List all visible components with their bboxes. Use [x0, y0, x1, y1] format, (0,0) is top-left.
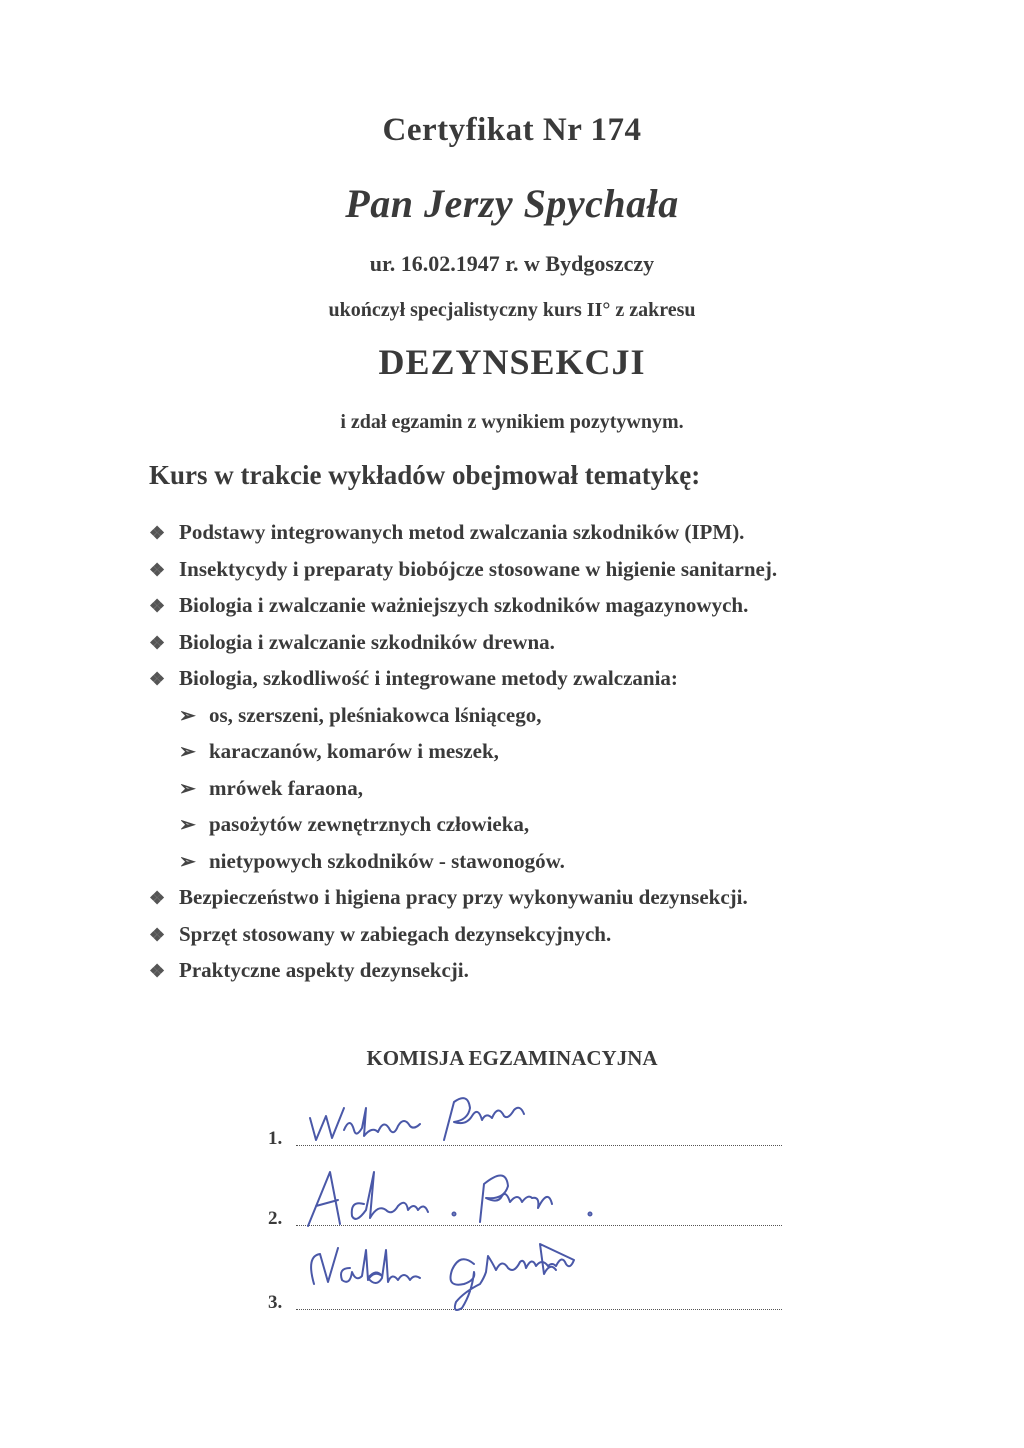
- handwritten-signature: [304, 1164, 664, 1230]
- subtopic-item: ➢ nietypowych szkodników - stawonogów.: [149, 847, 929, 884]
- signature-row: [268, 1090, 788, 1150]
- diamond-bullet-icon: ❖: [149, 669, 166, 689]
- topic-item: ❖ Bezpieczeństwo i higiena pracy przy wykonywaniu dezynsekcji.: [149, 883, 929, 920]
- committee-heading: KOMISJA EGZAMINACYJNA: [366, 1046, 658, 1070]
- subtopic-item: ➢ pasożytów zewnętrznych człowieka,: [149, 810, 929, 847]
- signature-row: [268, 1254, 788, 1314]
- signature-number: 1.: [268, 1128, 283, 1149]
- arrow-bullet-icon: ➢: [179, 777, 196, 800]
- birth-info: ur. 16.02.1947 r. w Bydgoszczy: [369, 251, 655, 276]
- diamond-bullet-icon: ❖: [149, 523, 166, 543]
- completion-statement: ukończył specjalistyczny kurs II° z zakresu: [328, 299, 696, 321]
- diamond-bullet-icon: ❖: [149, 559, 166, 580]
- topic-item: ❖ Biologia i zwalczanie szkodników drewna.: [149, 628, 929, 665]
- arrow-bullet-icon: ➢: [179, 741, 196, 763]
- diamond-bullet-icon: ❖: [149, 961, 166, 981]
- course-subject: DEZYNSEKCJI: [378, 342, 646, 382]
- subtopic-item: ➢ karaczanów, komarów i meszek,: [149, 737, 929, 774]
- diamond-bullet-icon: ❖: [149, 924, 166, 945]
- arrow-bullet-icon: ➢: [179, 704, 196, 727]
- signature-number: 2.: [268, 1208, 283, 1229]
- diamond-bullet-icon: ❖: [149, 596, 166, 616]
- recipient-name: Pan Jerzy Spychała: [345, 181, 679, 226]
- subtopic-item: ➢ mrówek faraona,: [149, 774, 929, 811]
- diamond-bullet-icon: ❖: [149, 888, 166, 908]
- handwritten-signature: [304, 1088, 574, 1150]
- arrow-bullet-icon: ➢: [179, 814, 196, 836]
- topic-item: ❖ Insektycydy i preparaty biobójcze stosowane w higienie sanitarnej.: [149, 555, 929, 592]
- topic-item: ❖ Podstawy integrowanych metod zwalczania szkodników (IPM).: [149, 518, 929, 555]
- topic-item: ❖ Praktyczne aspekty dezynsekcji.: [149, 956, 929, 993]
- certificate-title: Certyfikat Nr 174: [382, 112, 642, 148]
- topics-heading: Kurs w trakcie wykładów obejmował tematykę:: [149, 460, 701, 490]
- arrow-bullet-icon: ➢: [179, 850, 196, 873]
- topic-item: ❖ Sprzęt stosowany w zabiegach dezynsekcyjnych.: [149, 920, 929, 957]
- topic-item: ❖ Biologia i zwalczanie ważniejszych szkodników magazynowych.: [149, 591, 929, 628]
- signature-number: 3.: [268, 1292, 283, 1313]
- handwritten-signature: [304, 1234, 704, 1314]
- diamond-bullet-icon: ❖: [149, 632, 166, 653]
- topics-list: [149, 518, 929, 993]
- exam-result: i zdał egzamin z wynikiem pozytywnym.: [340, 411, 684, 433]
- subtopic-item: ➢ os, szerszeni, pleśniakowca lśniącego,: [149, 701, 929, 738]
- topic-item: ❖ Biologia, szkodliwość i integrowane metody zwalczania:: [149, 664, 929, 701]
- signature-row: [268, 1170, 788, 1230]
